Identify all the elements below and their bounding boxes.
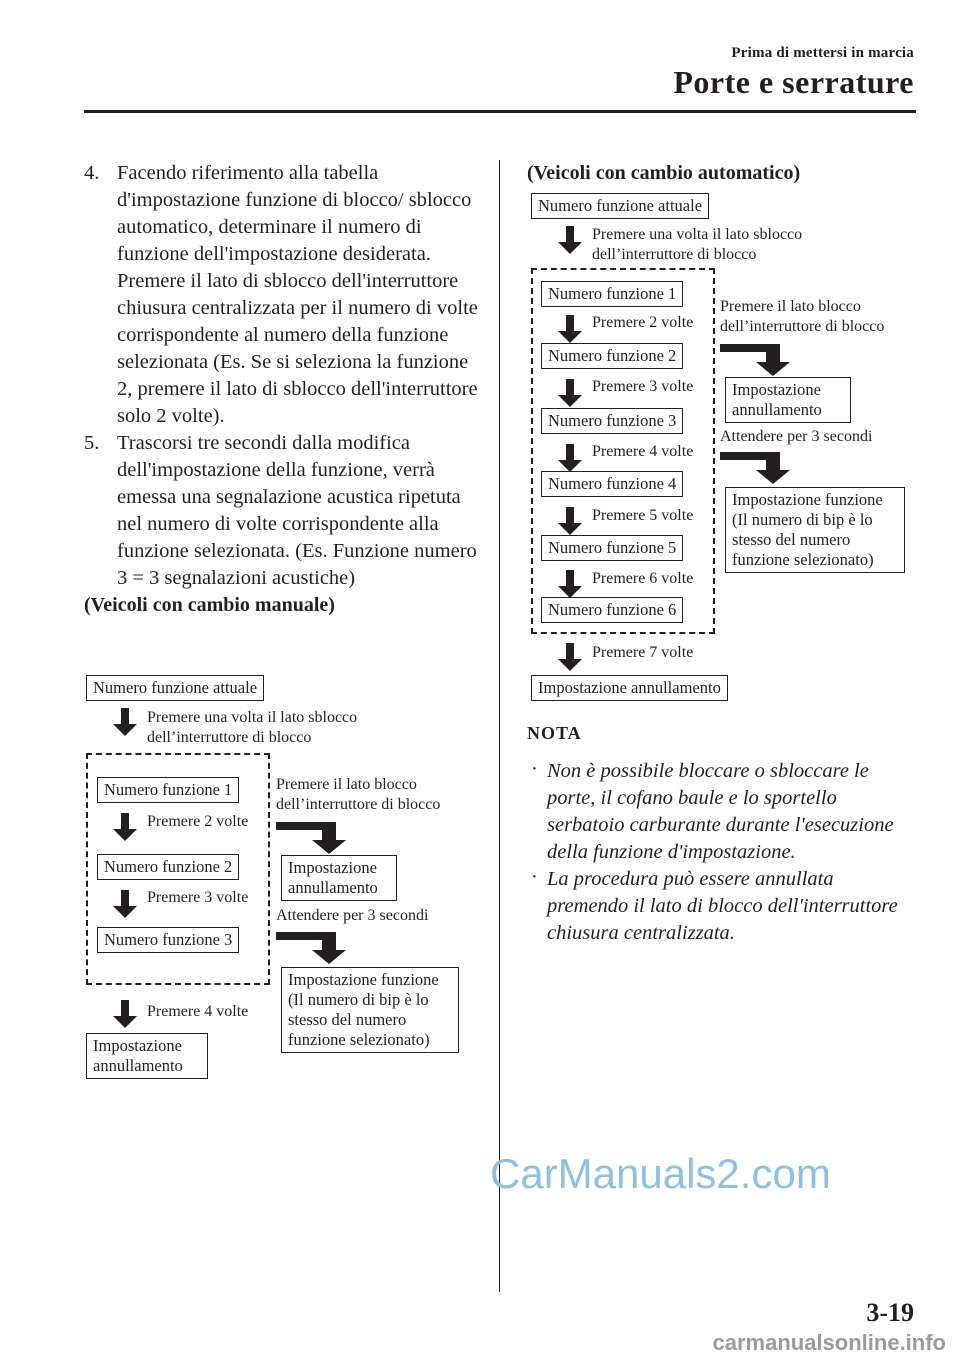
cancel-setting-line-1: Impostazione xyxy=(93,1036,182,1055)
down-arrow-icon xyxy=(113,1000,143,1030)
function-box-4: Numero funzione 4 xyxy=(541,471,683,497)
cancel-setting-box-right xyxy=(281,855,397,901)
press-once-label-1: Premere una volta il lato sblocco xyxy=(592,226,803,243)
down-arrow-icon xyxy=(558,226,588,256)
watermark-footer: carmanualsonline.info xyxy=(712,1330,946,1355)
cancel-setting-line-1: Impostazione xyxy=(288,858,377,877)
cancel-setting-box-right xyxy=(725,377,851,423)
down-arrow-icon xyxy=(113,708,143,738)
cancel-setting-line-2: annullamento xyxy=(732,400,822,419)
note-title: NOTA xyxy=(527,723,582,743)
step-text: Facendo riferimento alla tabella d'impostazione funzione di blocco/ sblocco automatico, determinare il numero di funzione dell'impostazione desiderata. Premere il lato di sblocco dell'interruttore chiusura centralizzata per il numero di volte corrispondente al numero della funzione selezionata (Es. Se si seleziona la funzione 2, premere il lato di sblocco dell'interruttore solo 2 volte). xyxy=(117,162,478,427)
function-box-2: Numero funzione 2 xyxy=(97,854,239,880)
step-text: Trascorsi tre secondi dalla modifica dell'impostazione della funzione, verrà emessa una segnalazione acustica ripetuta nel numero di volte corrispondente alla funzione selezionata. (Es. Funzione numero 3 = 3 segnalazioni acustiche) xyxy=(117,432,477,589)
press-lock-label-2: dell’interruttore di blocco xyxy=(276,796,441,813)
press-lock-label-1: Premere il lato blocco xyxy=(720,298,861,315)
column-divider xyxy=(499,160,500,1292)
note-text: Non è possibile bloccare o sbloccare le porte, il cofano baule e lo sportello serbatoio carburante durante l'esecuzione della funzione d'impostazione. xyxy=(547,760,894,863)
bullet-icon: · xyxy=(531,758,538,780)
page-title: Porte e serrature xyxy=(673,64,914,100)
watermark-logo: CarManuals2.com xyxy=(490,1150,831,1197)
press-4-label: Premere 4 volte xyxy=(147,1003,249,1020)
note-item xyxy=(527,866,917,947)
press-2-label: Premere 2 volte xyxy=(147,813,249,830)
current-function-box: Numero funzione attuale xyxy=(86,675,264,701)
cancel-setting-line-1: Impostazione xyxy=(732,380,821,399)
bent-arrow-icon xyxy=(720,448,800,484)
cancel-setting-line-2: annullamento xyxy=(93,1056,183,1075)
cancel-setting-box: Impostazione annullamento xyxy=(531,675,728,701)
down-arrow-icon xyxy=(113,813,143,843)
function-box-2: Numero funzione 2 xyxy=(541,343,683,369)
cancel-setting-box xyxy=(86,1033,208,1079)
down-arrow-icon xyxy=(558,570,588,600)
wait-label: Attendere per 3 secondi xyxy=(720,428,873,445)
function-box-1: Numero funzione 1 xyxy=(541,281,683,307)
function-box-5: Numero funzione 5 xyxy=(541,535,683,561)
bullet-icon: · xyxy=(531,866,538,888)
function-box-3: Numero funzione 3 xyxy=(97,927,239,953)
step-number: 5. xyxy=(84,432,100,454)
note-text: La procedura può essere annullata premendo il lato di blocco dell'interruttore chiusura centralizzata. xyxy=(547,868,898,944)
press-lock-label-2: dell’interruttore di blocco xyxy=(720,318,885,335)
note-block xyxy=(527,723,917,947)
function-box-6: Numero funzione 6 xyxy=(541,597,683,623)
step-number: 4. xyxy=(84,162,100,184)
bent-arrow-icon xyxy=(720,340,800,376)
automatic-heading: (Veicoli con cambio automatico) xyxy=(527,162,801,184)
step-5 xyxy=(84,430,484,592)
press-once-label-1: Premere una volta il lato sblocco xyxy=(147,709,358,726)
press-once-label-2: dell’interruttore di blocco xyxy=(592,246,757,263)
cancel-setting-line-2: annullamento xyxy=(288,878,378,897)
set-function-box: Impostazione funzione (Il numero di bip è lo stesso del numero funzione selezionato) xyxy=(725,487,905,573)
down-arrow-icon xyxy=(558,643,588,673)
wait-label: Attendere per 3 secondi xyxy=(276,907,429,924)
down-arrow-icon xyxy=(113,890,143,920)
down-arrow-icon xyxy=(558,507,588,537)
bent-arrow-icon xyxy=(276,928,356,964)
press-once-label-2: dell’interruttore di blocco xyxy=(147,729,312,746)
note-item xyxy=(527,758,917,866)
press-count-label: Premere 7 volte xyxy=(592,644,694,661)
down-arrow-icon xyxy=(558,315,588,345)
function-box-3: Numero funzione 3 xyxy=(541,408,683,434)
press-count-label: Premere 2 volte xyxy=(592,314,694,331)
down-arrow-icon xyxy=(558,379,588,409)
press-3-label: Premere 3 volte xyxy=(147,889,249,906)
press-count-label: Premere 5 volte xyxy=(592,507,694,524)
section-subtitle: Prima di mettersi in marcia xyxy=(731,45,914,61)
page-number: 3-19 xyxy=(866,1298,914,1327)
press-lock-label-1: Premere il lato blocco xyxy=(276,776,417,793)
steps-list xyxy=(84,160,484,619)
current-function-box: Numero funzione attuale xyxy=(531,193,709,219)
press-count-label: Premere 6 volte xyxy=(592,570,694,587)
press-count-label: Premere 4 volte xyxy=(592,443,694,460)
step-4 xyxy=(84,160,484,430)
function-box-1: Numero funzione 1 xyxy=(97,777,239,803)
bent-arrow-icon xyxy=(276,818,356,854)
press-count-label: Premere 3 volte xyxy=(592,378,694,395)
down-arrow-icon xyxy=(558,444,588,474)
set-function-box: Impostazione funzione (Il numero di bip è lo stesso del numero funzione selezionato) xyxy=(281,967,459,1053)
manual-heading: (Veicoli con cambio manuale) xyxy=(84,594,335,616)
header-rule xyxy=(84,110,916,113)
